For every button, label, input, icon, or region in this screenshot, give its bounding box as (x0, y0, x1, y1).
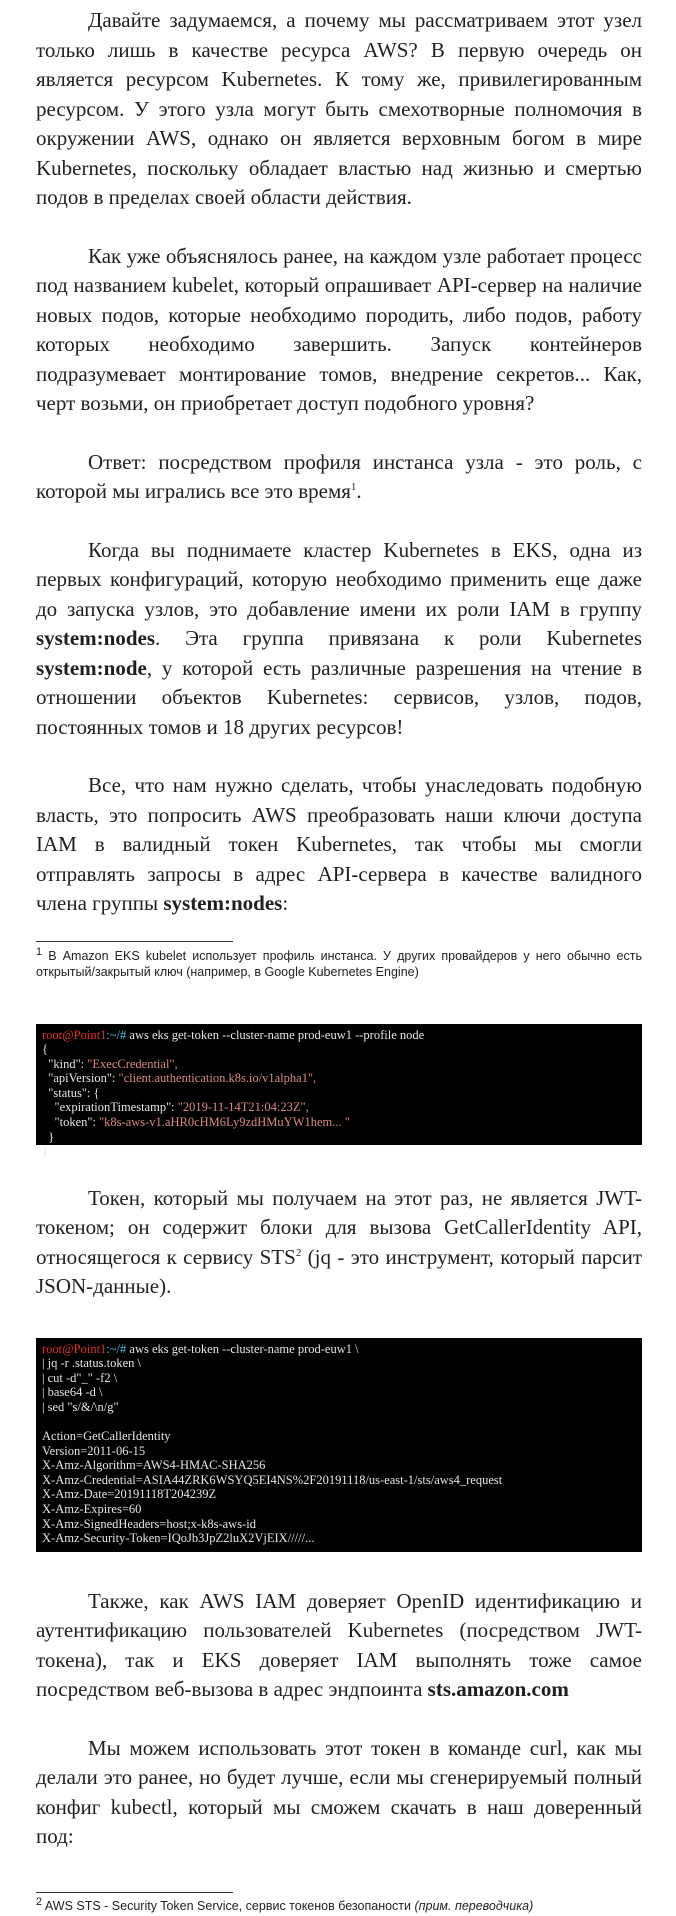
group-system-nodes: system:nodes (36, 626, 155, 650)
terminal-2-line (42, 1414, 636, 1429)
footnote-ref-2: 2 (295, 1246, 302, 1259)
terminal-decode-token (36, 1338, 642, 1552)
paragraph-6-part-b: (jq - это инструмент, который парсит JSON-данные). (36, 1244, 643, 1298)
prompt-host: :~/# (106, 1027, 130, 1042)
paragraph-4-part-a: Когда вы поднимаете кластер Kubernetes в EKS, одна из первых конфигураций, которую необходимо применить еще даже до запуска узлов, это добавление имени их роли IAM в группу (36, 537, 642, 621)
terminal-1-line (42, 1057, 636, 1072)
terminal-2-line: | cut -d"_" -f2 \ (42, 1370, 118, 1385)
terminal-2-output (42, 1356, 636, 1546)
terminal-1-line (42, 1042, 636, 1057)
paragraph-5-end: : (282, 891, 289, 915)
terminal-get-token (36, 1024, 642, 1159)
json-value: "ExecCredential", (87, 1056, 178, 1071)
json-key: "expirationTimestamp": (42, 1100, 178, 1115)
json-key: "kind": (42, 1056, 88, 1071)
json-key: "token": (42, 1115, 100, 1130)
terminal-1-line (42, 1144, 636, 1159)
footnote-ref-1: 1 (350, 481, 357, 493)
paragraph-1: Давайте задумаемся, а почему мы рассматриваем этот узел только лишь в качестве ресурса AWS? В первую очередь он является ресурсом Kubernetes. К тому же, привилегированным ресурсом. У этого узла могут быть смехотворные полномочия в окружении AWS, однако он является верховным богом в мире Kubernetes, поскольку обладает властью над жизнью и смертью подов в пределах своей области действия. (36, 8, 642, 209)
terminal-2-line: Action=GetCallerIdentity (42, 1429, 171, 1444)
paragraph-6 (36, 1184, 642, 1302)
json-value: "k8s-aws-v1.aHR0cHM6Ly9zdHMuYW1hem... " (99, 1115, 350, 1130)
json-key: "status": { (42, 1085, 100, 1100)
footnote-2-text: AWS STS - Security Token Service, сервис токенов безопаности (42, 1898, 415, 1913)
paragraph-5 (36, 771, 642, 919)
paragraph-8: Мы можем использовать этот токен в команде curl, как мы делали это ранее, но будет лучше, если мы сгенерируемый полный конфиг kubectl, который мы сможем скачать в наш доверенный под: (36, 1735, 642, 1848)
footnote-2-translator-note: (прим. переводчика) (414, 1898, 534, 1913)
terminal-1-line (42, 1086, 636, 1101)
footnote-divider-2 (36, 1892, 233, 1893)
group-system-nodes-2: system:nodes (163, 891, 283, 915)
json-value: "client.authentication.k8s.io/v1alpha1", (118, 1071, 317, 1086)
prompt-user: root@Point1 (42, 1027, 107, 1042)
terminal-2-command: aws eks get-token --cluster-name prod-euw1 \ (129, 1341, 359, 1356)
paragraph-7-part-a: Также, как AWS IAM доверяет OpenID идентификацию и аутентификацию пользователей Kubernetes (посредством JWT-токена), так и EKS доверяет IAM выполнять тоже самое посредством веб-вызова в адрес эндпоинта (36, 1588, 642, 1701)
terminal-1-line (42, 1071, 636, 1086)
paragraph-4-part-d: , у которой есть различные разрешения на чтение в отношении объектов Kubernetes: сервисов, узлов, подов, постоянных томов и 18 других ресурсов! (36, 655, 642, 739)
footnote-1 (36, 945, 642, 980)
paragraph-2: Как уже объяснялось ранее, на каждом узле работает процесс под названием kubelet, который опрашивает API-сервер на наличие новых подов, которые необходимо породить, либо подов, работу которых необходимо завершить. Запуск контейнеров подразумевает монтирование томов, внедрение секретов... Как, черт возьми, он приобретает доступ подобного уровня? (36, 243, 642, 415)
terminal-1-line (42, 1115, 636, 1130)
terminal-2-line: X-Amz-Algorithm=AWS4-HMAC-SHA256 (42, 1458, 266, 1473)
json-key: { (42, 1042, 48, 1057)
paragraph-4 (36, 536, 642, 743)
terminal-2-command-line (42, 1342, 636, 1357)
terminal-1-output (42, 1042, 636, 1159)
footnote-2-number: 2 (36, 1895, 43, 1908)
terminal-2-line: | sed "s/&/\n/g" (42, 1399, 119, 1414)
sts-endpoint: sts.amazon.com (427, 1677, 569, 1701)
terminal-1-command: aws eks get-token --cluster-name prod-euw1 --profile node (129, 1027, 425, 1042)
terminal-2-line: X-Amz-Expires=60 (42, 1502, 142, 1517)
paragraph-6-part-a: Токен, который мы получаем на этот раз, не является JWT-токеном; он содержит блоки для вызова GetCallerIdentity API, относящегося к сервису STS (36, 1185, 642, 1269)
paragraph-7 (36, 1587, 642, 1705)
json-key: } (42, 1129, 55, 1144)
prompt-host-2: :~/# (106, 1341, 130, 1356)
paragraph-3-end: . (356, 479, 362, 503)
paragraph-5-part-a: Все, что нам нужно сделать, чтобы унаследовать подобную власть, это попросить AWS преобразовать наши ключи доступа IAM в валидный токен Kubernetes, так чтобы мы смогли отправлять запросы в адрес API-сервера в качестве валидного члена группы (36, 773, 642, 915)
json-value: "2019-11-14T21:04:23Z", (177, 1100, 309, 1115)
json-key: } (42, 1144, 48, 1159)
paragraph-4-part-c: . Эта группа привязана к роли Kubernetes (155, 626, 642, 650)
terminal-2-line: Version=2011-06-15 (42, 1443, 146, 1458)
paragraph-3 (36, 448, 642, 507)
terminal-1-line (42, 1130, 636, 1145)
terminal-1-line (42, 1100, 636, 1115)
terminal-2-line: X-Amz-SignedHeaders=host;x-k8s-aws-id (42, 1516, 256, 1531)
paragraph-3-text: Ответ: посредством профиля инстанса узла - это роль, с которой мы игрались все это время (36, 449, 642, 503)
terminal-2-line: | jq -r .status.token \ (42, 1356, 142, 1371)
prompt-user-2: root@Point1 (42, 1341, 107, 1356)
json-key: "apiVersion": (42, 1071, 119, 1086)
terminal-2-line: X-Amz-Credential=ASIA44ZRK6WSYQ5EI4NS%2F20191118/us-east-1/sts/aws4_request (42, 1472, 503, 1487)
document-page (36, 0, 642, 1914)
role-system-node: system:node (36, 655, 147, 680)
footnote-2 (36, 1895, 642, 1914)
terminal-1-command-line (42, 1028, 636, 1043)
terminal-2-line: | base64 -d \ (42, 1385, 103, 1400)
terminal-2-line: X-Amz-Date=20191118T204239Z (42, 1487, 217, 1502)
footnote-divider-1 (36, 941, 233, 942)
footnote-1-text: В Amazon EKS kubelet использует профиль инстанса. У других провайдеров у него обычно есть открытый/закрытый ключ (например, в Google Kubernetes Engine) (36, 948, 642, 979)
terminal-2-line: X-Amz-Security-Token=IQoJb3JpZ2luX2VjEIX/////... (42, 1531, 315, 1546)
footnote-1-number: 1 (36, 945, 43, 958)
